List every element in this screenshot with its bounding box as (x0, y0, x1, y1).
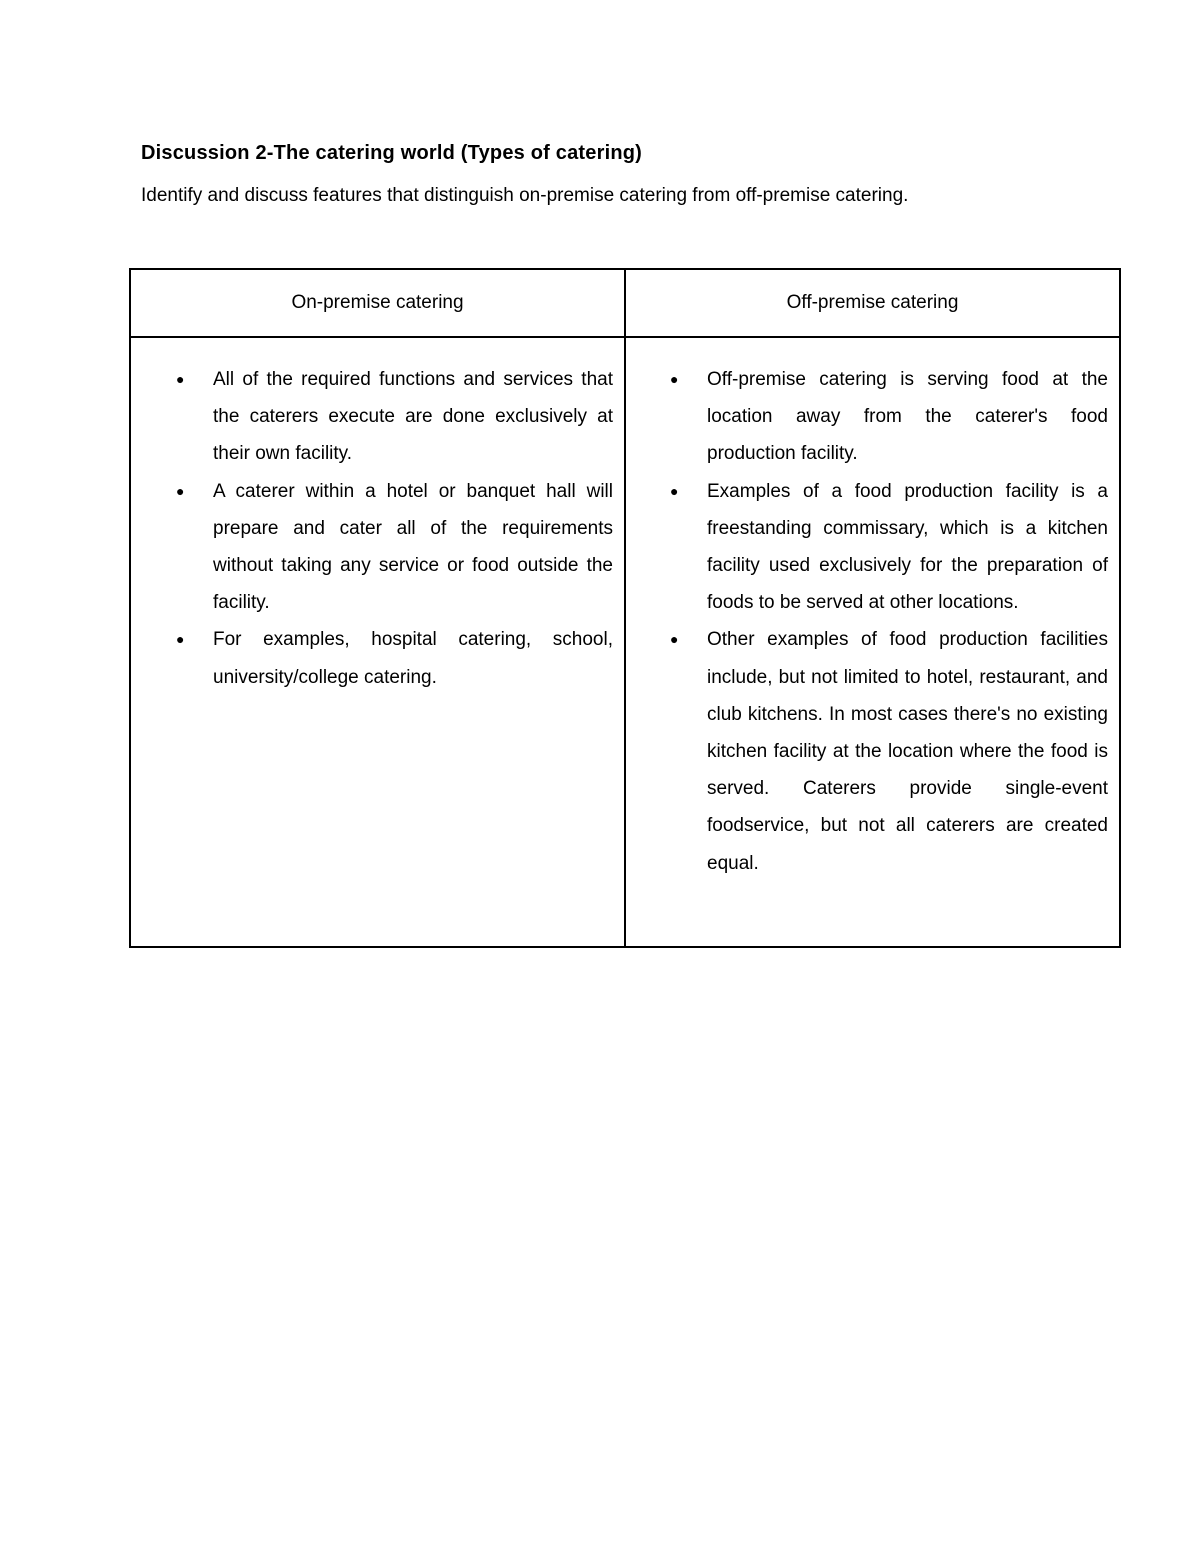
bullet-dot-icon: ● (670, 371, 679, 387)
header-off-premise: Off-premise catering (625, 269, 1120, 337)
page-title: Discussion 2-The catering world (Types of catering) (141, 142, 643, 164)
list-item-text: All of the required functions and services that the caterers execute are done exclusively at their own facility. (213, 369, 613, 465)
off-premise-cell (625, 337, 1120, 947)
list-item-text: Other examples of food production facilities include, but not limited to hotel, restaurant, and club kitchens. In most cases there's no existing kitchen facility at the location where the food is served. Caterers provide single-event foodservice, but not all caterers are created equal. (707, 629, 1108, 874)
discussion-prompt: Identify and discuss features that distinguish on-premise catering from off-premise catering. (141, 185, 909, 206)
on-premise-list (131, 338, 624, 696)
list-item-text: Examples of a food production facility is a freestanding commissary, which is a kitchen facility used exclusively for the preparation of foods to be served at other locations. (707, 480, 1108, 614)
bullet-dot-icon: ● (176, 371, 185, 387)
comparison-table (129, 268, 1121, 948)
bullet-dot-icon: ● (670, 482, 679, 499)
header-on-premise: On-premise catering (130, 269, 625, 337)
list-item (176, 361, 613, 473)
table-header-row (130, 269, 1120, 337)
list-item (670, 361, 1108, 473)
table-row (130, 337, 1120, 947)
on-premise-cell (130, 337, 625, 947)
bullet-dot-icon: ● (176, 631, 185, 648)
list-item-text: Off-premise catering is serving food at the location away from the caterer's food production facility. (707, 369, 1108, 465)
list-item (176, 473, 613, 622)
list-item (176, 621, 613, 695)
list-item (670, 621, 1108, 881)
list-item-text: A caterer within a hotel or banquet hall will prepare and cater all of the requirements without taking any service or food outside the facility. (213, 480, 613, 614)
bullet-dot-icon: ● (176, 482, 185, 499)
bullet-dot-icon: ● (670, 631, 679, 648)
list-item-text: For examples, hospital catering, school, university/college catering. (213, 629, 613, 688)
off-premise-list (626, 338, 1119, 882)
list-item (670, 473, 1108, 622)
